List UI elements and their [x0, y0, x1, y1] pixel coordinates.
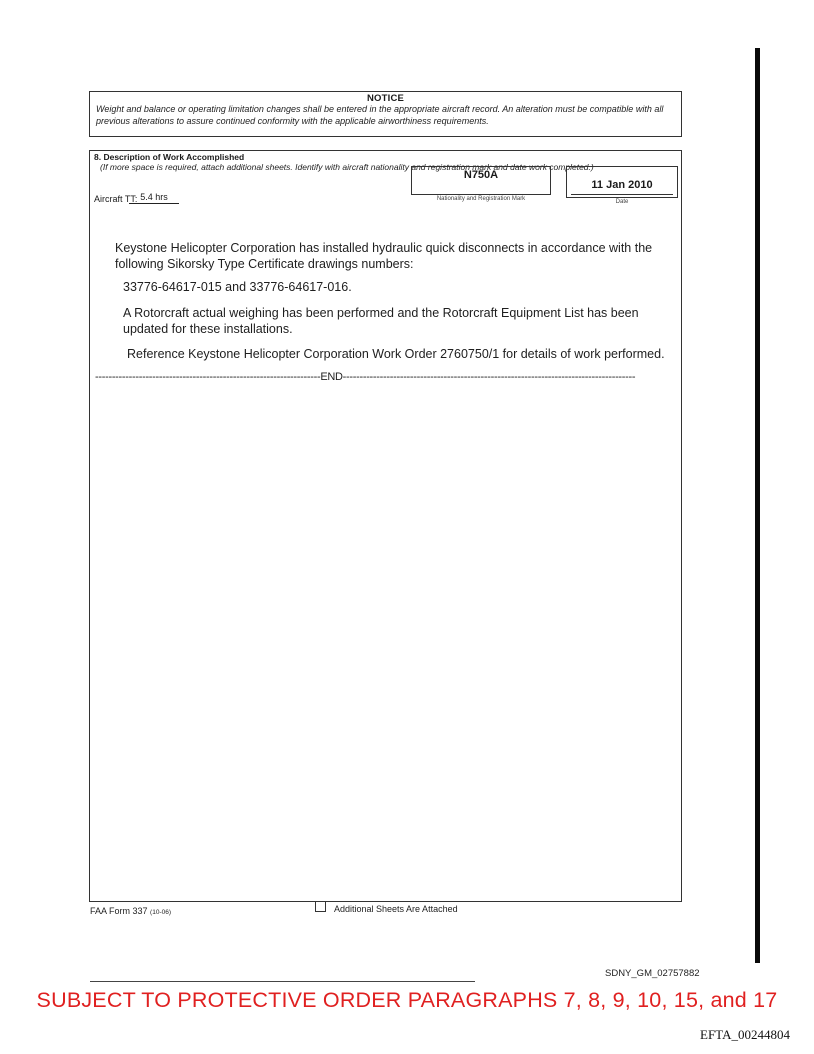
- description-work-order-reference: Reference Keystone Helicopter Corporation Work Order 2760750/1 for details of work performed.: [127, 347, 665, 361]
- section-title: 8. Description of Work Accomplished: [94, 152, 245, 162]
- footer-rule: [90, 981, 475, 982]
- end-marker: -------------------------------------------------------------------END---------------------------------------------------------------------------------------: [95, 371, 636, 383]
- date-underline: [571, 194, 673, 195]
- aircraft-tt-label: Aircraft TT:: [94, 194, 138, 204]
- form-name: FAA Form 337: [90, 906, 148, 916]
- additional-sheets-label: Additional Sheets Are Attached: [334, 904, 458, 914]
- section-instructions: (If more space is required, attach additional sheets. Identify with aircraft nationality and registration mark and date work completed.): [100, 162, 594, 172]
- notice-title: NOTICE: [366, 93, 405, 104]
- date-value: 11 Jan 2010: [591, 179, 653, 191]
- date-caption: Date: [615, 199, 629, 205]
- date-field: [566, 166, 678, 198]
- form-revision: (10-06): [150, 909, 172, 916]
- form-identifier: [90, 906, 171, 916]
- bates-number: SDNY_GM_02757882: [605, 968, 700, 979]
- registration-mark-field: [411, 166, 551, 195]
- description-paragraph-3: A Rotorcraft actual weighing has been performed and the Rotorcraft Equipment List has been updated for these installations.: [123, 306, 639, 336]
- notice-box: [89, 91, 682, 137]
- efta-identifier: EFTA_00244804: [700, 1027, 790, 1042]
- registration-mark-caption: Nationality and Registration Mark: [436, 196, 526, 202]
- additional-sheets-checkbox[interactable]: [315, 901, 326, 912]
- registration-mark-value: N750A: [463, 169, 499, 181]
- description-drawing-numbers: 33776-64617-015 and 33776-64617-016.: [123, 280, 352, 294]
- scan-edge-bar: [755, 48, 760, 963]
- notice-text: Weight and balance or operating limitation changes shall be entered in the appropriate aircraft record. An alteration must be compatible with all previous alterations to assure continued conformity with the applicable airworthiness requirements.: [96, 104, 664, 126]
- description-paragraph-1: Keystone Helicopter Corporation has installed hydraulic quick disconnects in accordance with the following Sikorsky Type Certificate drawings numbers:: [115, 241, 653, 271]
- protective-order-stamp: SUBJECT TO PROTECTIVE ORDER PARAGRAPHS 7, 8, 9, 10, 15, and 17: [36, 988, 778, 1012]
- aircraft-tt-value: 5.4 hrs: [129, 192, 179, 204]
